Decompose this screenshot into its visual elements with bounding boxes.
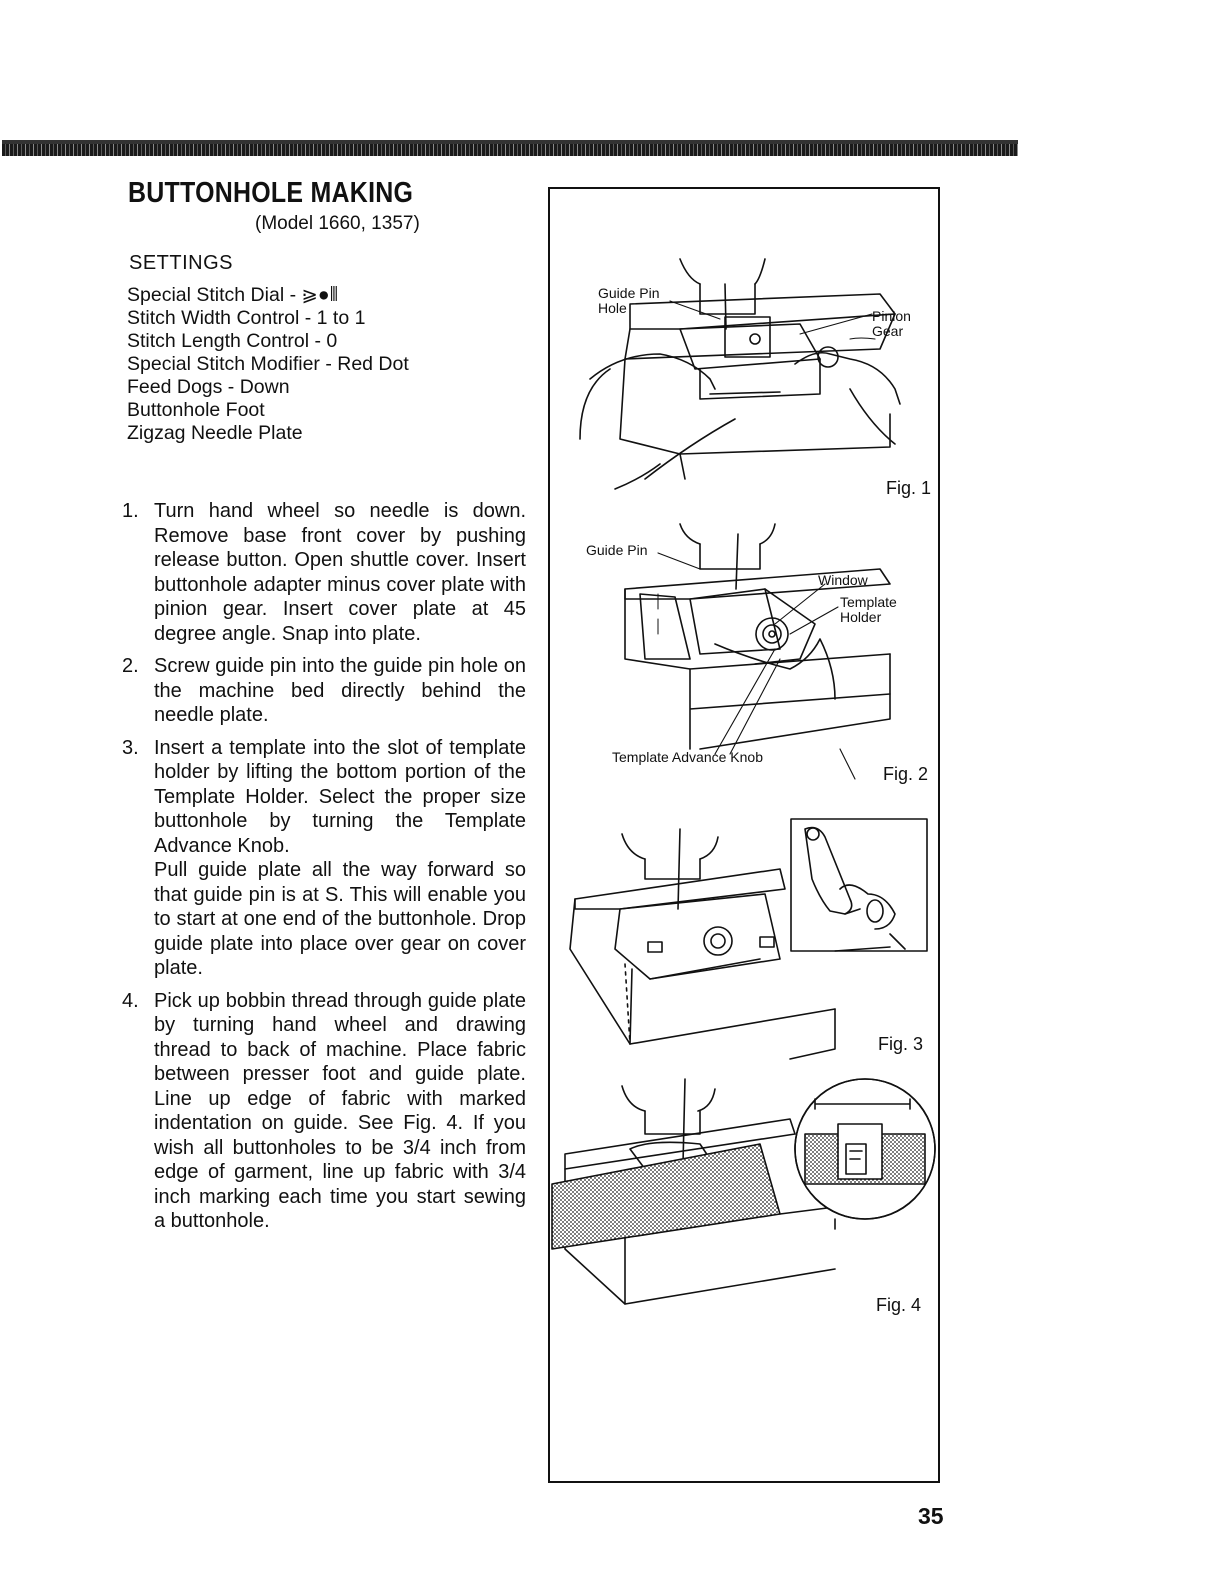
setting-item: Buttonhole Foot (127, 399, 265, 421)
fig2-label-guide-pin: Guide Pin (586, 542, 648, 558)
fig1-label-pinion: Pinion (872, 308, 911, 324)
figures-drawing (550, 189, 938, 1481)
fig2-caption: Fig. 2 (883, 764, 929, 784)
header-rule (2, 140, 1018, 156)
fig2-illustration (625, 524, 890, 779)
step-text: Screw guide pin into the guide pin hole on the machine bed directly behind the needle plate. (154, 655, 526, 726)
fig1-label-gear: Gear (872, 323, 904, 339)
page-title: BUTTONHOLE MAKING (128, 177, 414, 209)
step-number: 4. (122, 989, 139, 1012)
setting-item: Special Stitch Modifier - Red Dot (127, 353, 409, 375)
settings-list (127, 284, 409, 445)
step-item (116, 654, 526, 728)
instruction-steps (116, 499, 526, 1242)
fig3-illustration (570, 819, 927, 1059)
model-subtitle: (Model 1660, 1357) (255, 213, 420, 234)
step-item (116, 989, 526, 1234)
step-text: Pick up bobbin thread through guide plate by turning hand wheel and drawing thread to back of machine. Place fabric between presser foot and guide plate. Line up edge of fabric with marked indentation on guide. See Fig. 4. If you wish all buttonholes to be 3/4 inch from edge of garment, line up fabric with 3/4 inch marking each time you start sewing a buttonhole. (154, 989, 526, 1232)
step-number: 1. (122, 500, 139, 522)
fig1-label-hole: Hole (598, 300, 627, 316)
figures-panel (548, 187, 940, 1483)
fig2-label-holder: Holder (840, 609, 882, 625)
step-text: Insert a template into the slot of template holder by lifting the bottom portion of the Template Holder. Select the proper size buttonhole by turning the Template Advance Knob. (154, 736, 526, 857)
step-item (116, 499, 526, 646)
setting-item: Special Stitch Dial - ⪀●⦀ (127, 284, 339, 306)
page-number: 35 (918, 1503, 944, 1529)
step-text: Turn hand wheel so needle is down. Remove base front cover by pushing release button. Open shuttle cover. Insert buttonhole adapter minus cover plate with pinion gear. Insert cover plate at 45 degree angle. Snap into plate. (154, 500, 526, 645)
fig1-caption: Fig. 1 (886, 478, 932, 498)
setting-item: Stitch Width Control - 1 to 1 (127, 307, 366, 329)
step-number: 2. (122, 655, 139, 677)
fig2-label-template: Template (840, 594, 897, 610)
fig2-label-window: Window (818, 572, 868, 588)
fig2-label-template-advance-knob: Template Advance Knob (612, 749, 763, 765)
fig4-caption: Fig. 4 (876, 1295, 922, 1315)
fig3-caption: Fig. 3 (878, 1034, 924, 1054)
setting-item: Zigzag Needle Plate (127, 422, 303, 444)
step-number: 3. (122, 736, 139, 759)
fig4-illustration (552, 1079, 935, 1304)
setting-item: Feed Dogs - Down (127, 376, 290, 398)
setting-item: Stitch Length Control - 0 (127, 330, 338, 352)
settings-heading: SETTINGS (129, 252, 234, 274)
step-item (116, 736, 526, 981)
fig1-label-guide-pin: Guide Pin (598, 285, 660, 301)
step-text: Pull guide plate all the way forward so that guide pin is at S. This will enable you to start at one end of the buttonhole. Drop guide plate into place over gear on cover plate. (154, 859, 526, 979)
